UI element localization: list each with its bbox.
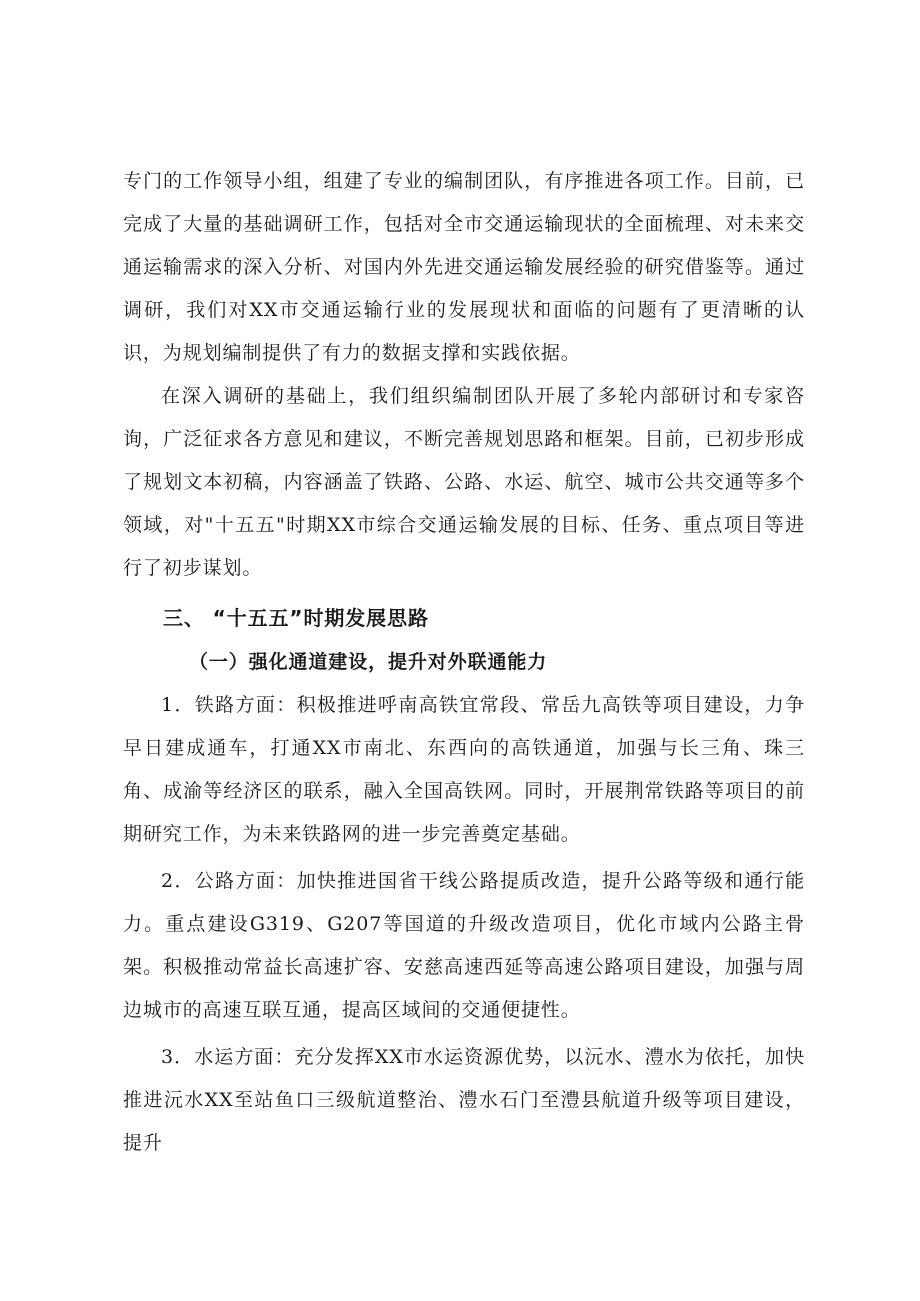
- list-item-railway: 1．铁路方面：积极推进呼南高铁宜常段、常岳九高铁等项目建设，力争早日建成通车，打通XX市南北、东西向的高铁通道，加强与长三角、珠三角、成渝等经济区的联系，融入全国高铁网。同时，开展荆常铁路等项目的前期研究工作，为未来铁路网的进一步完善奠定基础。: [123, 694, 805, 845]
- list-item-waterway: 3．水运方面：充分发挥XX市水运资源优势，以沅水、澧水为依托，加快推进沅水XX至站鱼口三级航道整治、澧水石门至澧县航道升级等项目建设，提升: [123, 1046, 805, 1154]
- body-paragraph-2: 在深入调研的基础上，我们组织编制团队开展了多轮内部研讨和专家咨询，广泛征求各方意见和建议，不断完善规划思路和框架。目前，已初步形成了规划文本初稿，内容涵盖了铁路、公路、水运、航空、城市公共交通等多个领域，对"十五五"时期XX市综合交通运输发展的目标、任务、重点项目等进行了初步谋划。: [123, 385, 805, 579]
- subsection-heading: （一）强化通道建设，提升对外联通能力: [189, 651, 548, 673]
- list-item-highway: 2．公路方面：加快推进国省干线公路提质改造，提升公路等级和通行能力。重点建设G319、G207等国道的升级改造项目，优化市域内公路主骨架。积极推动常益长高速扩容、安慈高速西延等高速公路项目建设，加强与周边城市的高速互联互通，提高区域间的交通便捷性。: [123, 870, 805, 1021]
- body-paragraph-1: 专门的工作领导小组，组建了专业的编制团队，有序推进各项工作。目前，已完成了大量的基础调研工作，包括对全市交通运输现状的全面梳理、对未来交通运输需求的深入分析、对国内外先进交通运输发展经验的研究借鉴等。通过调研，我们对XX市交通运输行业的发展现状和面临的问题有了更清晰的认识，为规划编制提供了有力的数据支撑和实践依据。: [123, 170, 805, 364]
- document-body: [123, 160, 805, 1165]
- section-heading: 三、 “十五五”时期发展思路: [163, 606, 429, 630]
